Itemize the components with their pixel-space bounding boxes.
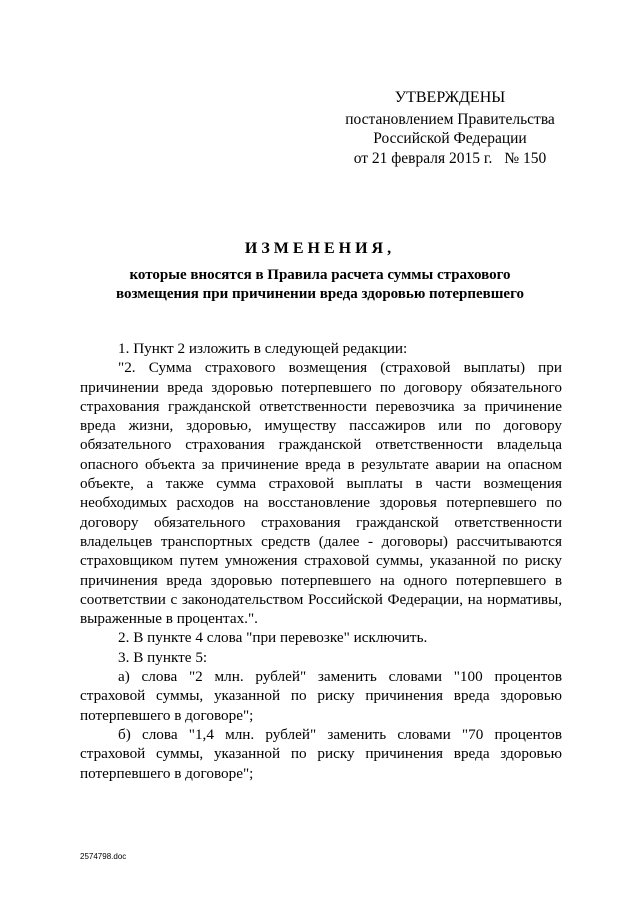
paragraph-2: "2. Сумма страхового возмещения (страховой выплаты) при причинении вреда здоровью потерпевшего по договору обязательного страхования гражданской ответственности перевозчика за причинение вреда жизни, здоровью, имуществу пассажиров или по договору обязательного страхования гражданской ответственности владельца опасного объекта за причинение вреда в результате аварии на опасном объекте, а также сумма страховой выплаты в части возмещения необходимых расходов на восстановление здоровья потерпевшего по договору обязательного страхования гражданской ответственности владельцев транспортных средств (далее - договоры) рассчитываются страховщиком путем умножения страховой суммы, указанной по риску причинения вреда здоровью потерпевшего на одного потерпевшего в соответствии с законодательством Российской Федерации, на нормативы, выраженные в процентах.". bbox=[80, 359, 562, 628]
document-title: ИЗМЕНЕНИЯ, bbox=[244, 240, 396, 257]
approval-block bbox=[330, 88, 570, 168]
document-subtitle-line-1: которые вносятся в Правила расчета суммы страхового bbox=[129, 267, 511, 283]
paragraph-5: а) слова "2 млн. рублей" заменить словами "100 процентов страховой суммы, указанной по риску причинения вреда здоровью потерпевшего в договоре"; bbox=[80, 668, 562, 724]
approval-date-line bbox=[330, 149, 570, 169]
approval-heading: УТВЕРЖДЕНЫ bbox=[394, 89, 506, 106]
document-subtitle bbox=[60, 266, 580, 304]
approval-date: от 21 февраля 2015 г. bbox=[353, 149, 493, 167]
document-body bbox=[80, 339, 562, 783]
paragraph-1: 1. Пункт 2 изложить в следующей редакции: bbox=[118, 340, 408, 357]
paragraph-6: б) слова "1,4 млн. рублей" заменить словами "70 процентов страховой суммы, указанной по риску причинения вреда здоровью потерпевшего в договоре"; bbox=[80, 725, 562, 782]
document-subtitle-line-2: возмещения при причинении вреда здоровью потерпевшего bbox=[115, 286, 525, 302]
approval-number: № 150 bbox=[504, 149, 547, 167]
document-title-block bbox=[60, 240, 580, 304]
approval-line-2: Российской Федерации bbox=[373, 130, 527, 147]
footer-filename: 2574798.doc bbox=[80, 852, 127, 861]
paragraph-3: 2. В пункте 4 слова "при перевозке" исключить. bbox=[118, 629, 428, 647]
paragraph-4: 3. В пункте 5: bbox=[118, 648, 208, 666]
approval-line-1: постановлением Правительства bbox=[345, 110, 555, 128]
